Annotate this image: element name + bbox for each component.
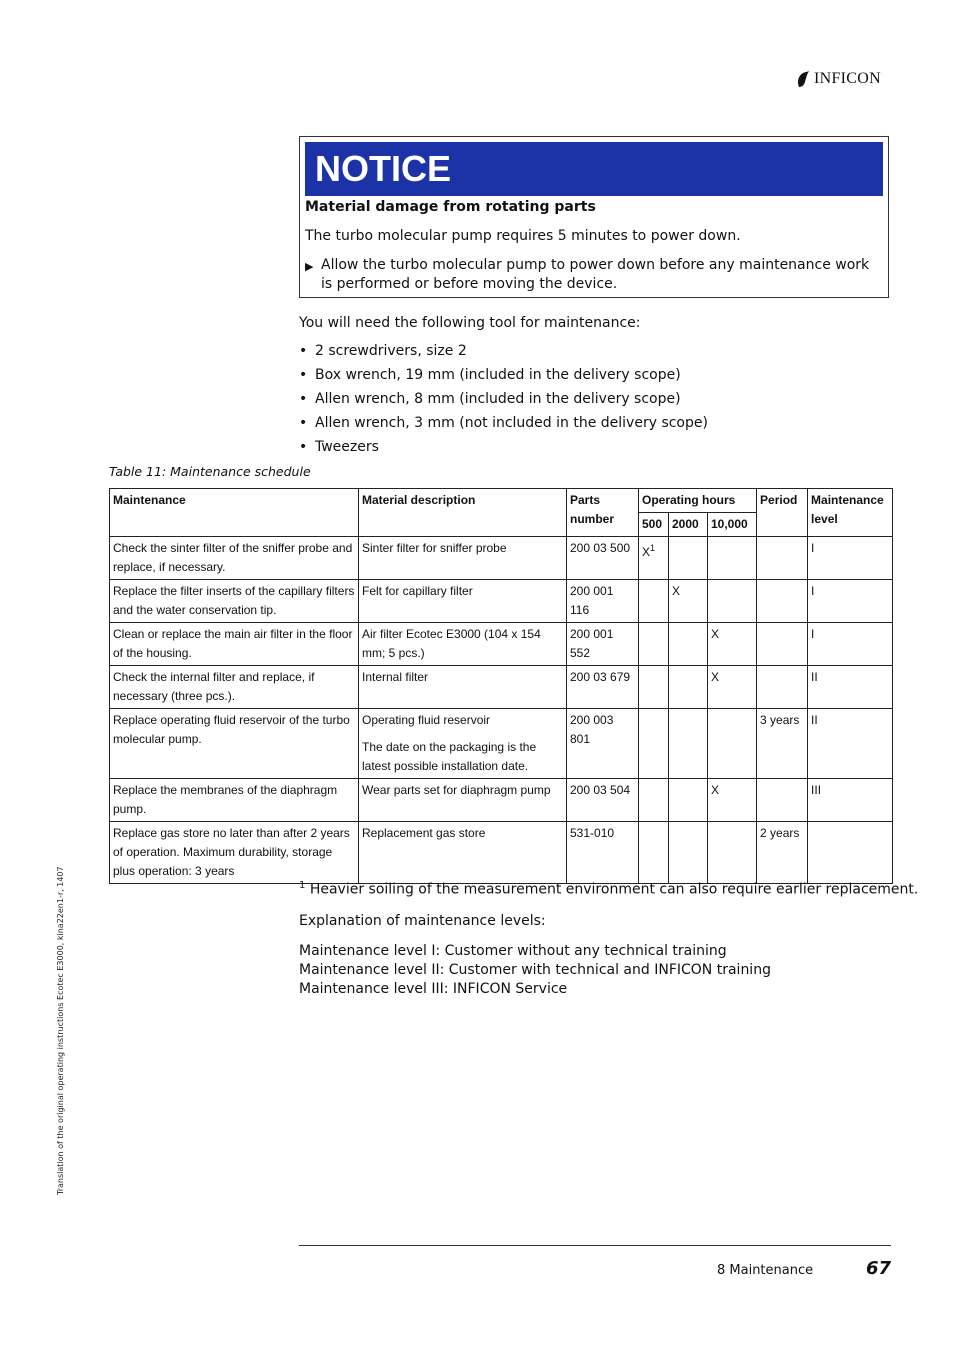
header-maintenance: Maintenance: [110, 489, 359, 537]
logo-text: INFICON: [814, 70, 881, 87]
cell-material: Replacement gas store: [359, 822, 567, 884]
cell-h500: [639, 666, 669, 709]
page-number: 67: [866, 1258, 892, 1279]
cell-h500: [639, 709, 669, 779]
notice-box: [299, 136, 889, 298]
cell-h2000: [669, 537, 708, 580]
cell-maintenance: Clean or replace the main air filter in the floor of the housing.: [110, 623, 359, 666]
list-item: • Tweezers: [299, 439, 708, 463]
inficon-logo-icon: [796, 70, 810, 88]
cell-h10000: [708, 822, 757, 884]
cell-level: II: [808, 709, 893, 779]
levels-title: Explanation of maintenance levels:: [299, 913, 546, 929]
cell-h500: [639, 779, 669, 822]
cell-h2000: [669, 709, 708, 779]
cell-maintenance: Replace the membranes of the diaphragm pump.: [110, 779, 359, 822]
cell-parts: 531-010: [567, 822, 639, 884]
cell-h500: $X^1$: [639, 537, 669, 580]
cell-h2000: [669, 822, 708, 884]
cell-level: III: [808, 779, 893, 822]
cell-h500: [639, 822, 669, 884]
header-level: Maintenance level: [808, 489, 893, 537]
footnote-mark: 1: [299, 880, 306, 891]
header-material: Material description: [359, 489, 567, 537]
cell-h2000: [669, 779, 708, 822]
cell-h10000: [708, 537, 757, 580]
table-row: [110, 623, 893, 666]
table-row: [110, 822, 893, 884]
cell-maintenance: Check the sinter filter of the sniffer probe and replace, if necessary.: [110, 537, 359, 580]
notice-banner: NOTICE: [305, 142, 883, 196]
cell-material: Felt for capillary filter: [359, 580, 567, 623]
cell-period: [757, 779, 808, 822]
cell-maintenance: Check the internal filter and replace, if necessary (three pcs.).: [110, 666, 359, 709]
cell-parts: 200 03 504: [567, 779, 639, 822]
table-header-row: [110, 489, 893, 513]
footnote-ref: 1: [650, 543, 656, 553]
bullet-icon: •: [299, 343, 308, 359]
cell-parts: 200 03 679: [567, 666, 639, 709]
sidebar-document-info: Translation of the original operating instructions Ecotec E3000, kina22en1-r, 1407: [56, 866, 65, 1195]
cell-period: [757, 666, 808, 709]
bullet-icon: •: [299, 439, 308, 455]
list-item: • Box wrench, 19 mm (included in the delivery scope): [299, 367, 708, 391]
table-caption: Table 11: Maintenance schedule: [109, 464, 311, 479]
cell-material: Air filter Ecotec E3000 (104 x 154 mm; 5 pcs.): [359, 623, 567, 666]
cell-h500: [639, 623, 669, 666]
list-item: • 2 screwdrivers, size 2: [299, 343, 708, 367]
list-item: • Allen wrench, 3 mm (not included in the delivery scope): [299, 415, 708, 439]
cell-h2000: [669, 623, 708, 666]
tools-intro: You will need the following tool for maintenance:: [299, 315, 641, 331]
cell-h10000: [708, 580, 757, 623]
cell-h2000: X: [669, 580, 708, 623]
cell-h10000: X: [708, 623, 757, 666]
table-row: [110, 537, 893, 580]
notice-action: [305, 256, 880, 294]
cell-material: Sinter filter for sniffer probe: [359, 537, 567, 580]
bullet-icon: •: [299, 391, 308, 407]
header-10000: 10,000: [708, 513, 757, 537]
arrow-right-icon: ▶: [305, 260, 314, 273]
cell-level: I: [808, 623, 893, 666]
material-note: The date on the packaging is the latest possible installation date.: [362, 740, 537, 773]
footer-section: 8 Maintenance: [717, 1263, 814, 1278]
cell-level: [808, 822, 893, 884]
footnote-text: Heavier soiling of the measurement environment can also require earlier replacement.: [309, 881, 919, 898]
cell-period: 3 years: [757, 709, 808, 779]
header-500: 500: [639, 513, 669, 537]
cell-maintenance: Replace gas store no later than after 2 years of operation. Maximum durability, storage plus operation: 3 years: [110, 822, 359, 884]
cell-period: [757, 580, 808, 623]
header-period: Period: [757, 489, 808, 537]
cell-period: [757, 537, 808, 580]
header-2000: 2000: [669, 513, 708, 537]
cell-parts: 200 003 801: [567, 709, 639, 779]
maintenance-schedule-table: [109, 488, 893, 884]
cell-maintenance: Replace operating fluid reservoir of the turbo molecular pump.: [110, 709, 359, 779]
cell-level: I: [808, 580, 893, 623]
bullet-icon: •: [299, 367, 308, 383]
cell-material: Wear parts set for diaphragm pump: [359, 779, 567, 822]
cell-material: Internal filter: [359, 666, 567, 709]
cell-h500: [639, 580, 669, 623]
notice-heading: Material damage from rotating parts: [305, 199, 596, 215]
inficon-logo: [796, 70, 881, 88]
cell-h2000: [669, 666, 708, 709]
cell-maintenance: Replace the filter inserts of the capillary filters and the water conservation tip.: [110, 580, 359, 623]
table-row: [110, 666, 893, 709]
cell-parts: 200 001 116: [567, 580, 639, 623]
level-item: Maintenance level III: INFICON Service: [299, 981, 568, 997]
table-row: [110, 580, 893, 623]
table-row: [110, 709, 893, 779]
bullet-icon: •: [299, 415, 308, 431]
cell-level: II: [808, 666, 893, 709]
header-operating-hours: Operating hours: [639, 489, 757, 513]
footer-divider: [299, 1245, 891, 1246]
list-item: • Allen wrench, 8 mm (included in the delivery scope): [299, 391, 708, 415]
levels-list: [299, 942, 771, 999]
footnote: [299, 880, 918, 898]
cell-period: [757, 623, 808, 666]
cell-level: I: [808, 537, 893, 580]
notice-text: The turbo molecular pump requires 5 minutes to power down.: [305, 228, 741, 244]
level-item: Maintenance level II: Customer with technical and INFICON training: [299, 962, 771, 978]
cell-h10000: X: [708, 666, 757, 709]
cell-parts: 200 03 500: [567, 537, 639, 580]
table-body: [110, 537, 893, 884]
cell-h10000: X: [708, 779, 757, 822]
tools-list: [299, 343, 708, 463]
notice-action-text: Allow the turbo molecular pump to power down before any maintenance work is performed or before moving the device.: [321, 257, 870, 292]
header-parts: Parts number: [567, 489, 639, 537]
table-row: [110, 779, 893, 822]
cell-material: Operating fluid reservoir The date on the packaging is the latest possible installation date.: [359, 709, 567, 779]
cell-period: 2 years: [757, 822, 808, 884]
cell-parts: 200 001 552: [567, 623, 639, 666]
level-item: Maintenance level I: Customer without any technical training: [299, 943, 727, 959]
cell-h10000: [708, 709, 757, 779]
